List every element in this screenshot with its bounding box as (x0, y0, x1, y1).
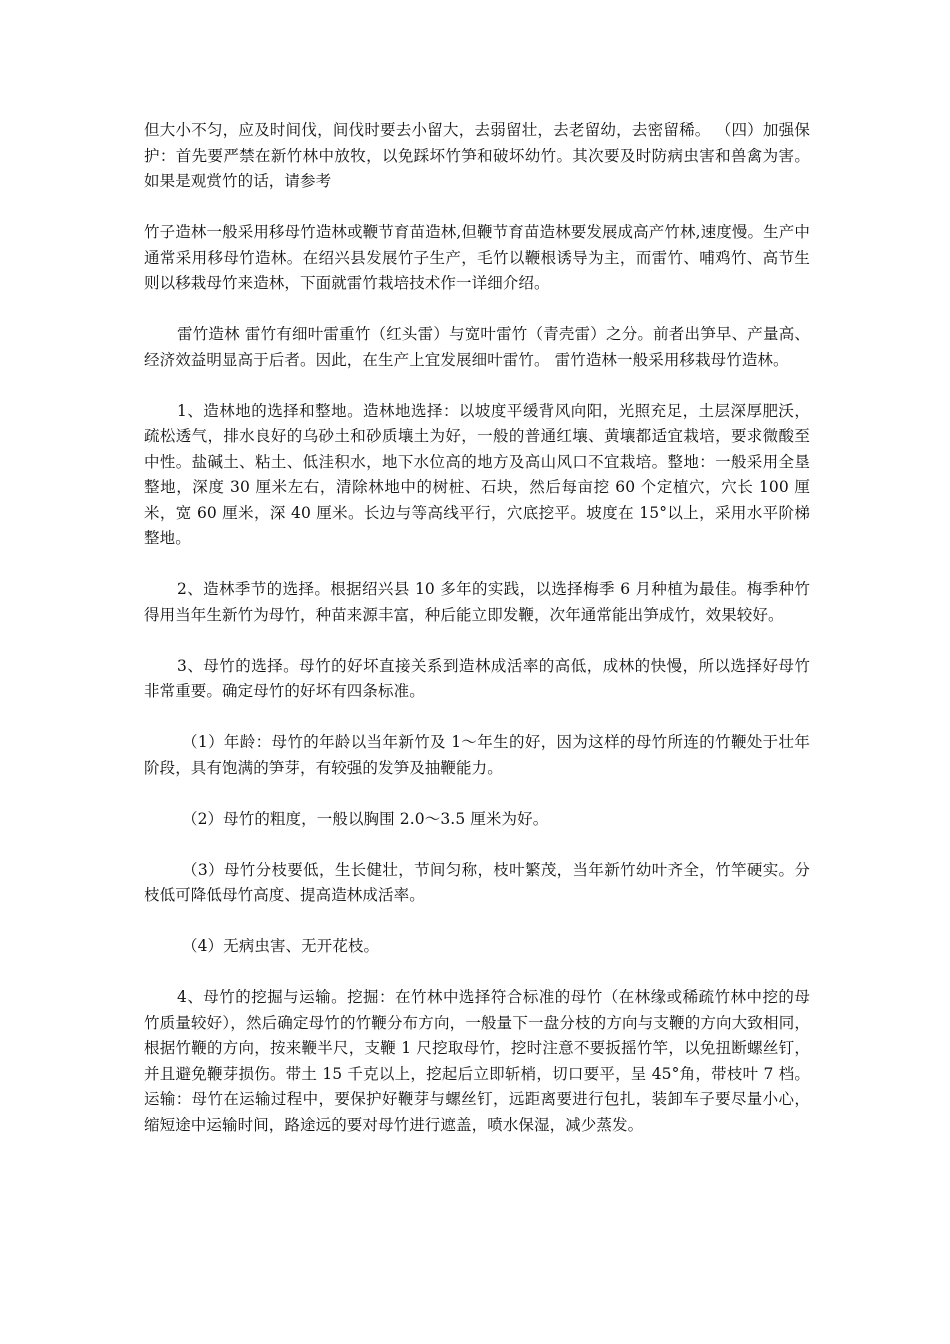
paragraph-criterion-age: （1）年龄：母竹的年龄以当年新竹及 1～年生的好，因为这样的母竹所连的竹鞭处于壮年阶段，具有饱满的笋芽，有较强的发笋及抽鞭能力。 (144, 733, 810, 777)
paragraph-criterion-thickness: （2）母竹的粗度，一般以胸围 2.0～3.5 厘米为好。 (182, 809, 549, 828)
paragraph-criterion-disease-free: （4）无病虫害、无开花枝。 (182, 937, 380, 955)
paragraph-lei-bamboo-intro: 雷竹造林 雷竹有细叶雷重竹（红头雷）与宽叶雷竹（青壳雷）之分。前者出笋早、产量高、经济效益明显高于后者。因此，在生产上宜发展细叶雷竹。 雷竹造林一般采用移栽母竹造林。 (144, 325, 810, 369)
paragraph-season-selection: 2、造林季节的选择。根据绍兴县 10 多年的实践，以选择梅季 6 月种植为最佳。梅季种竹得用当年生新竹为母竹，种苗来源丰富，种后能立即发鞭，次年通常能出笋成竹，效果较好。 (144, 580, 810, 624)
paragraph-afforestation-methods: 竹子造林一般采用移母竹造林或鞭节育苗造林,但鞭节育苗造林要发展成高产竹林,速度慢。生产中通常采用移母竹造林。在绍兴县发展竹子生产，毛竹以鞭根诱导为主，而雷竹、哺鸡竹、高节生则以移栽母竹来造林，下面就雷竹栽培技术作一详细介绍。 (144, 223, 810, 292)
paragraph-digging-transport: 4、母竹的挖掘与运输。挖掘：在竹林中选择符合标准的母竹（在林缘或稀疏竹林中挖的母竹质量较好），然后确定母竹的竹鞭分布方向，一般量下一盘分枝的方向与支鞭的方向大致相同，根据竹鞭的方向，按来鞭半尺，支鞭 1 尺挖取母竹，挖时注意不要扳摇竹竿，以免扭断螺丝钉，并且避免鞭芽损伤。带土 15 千克以上，挖起后立即斩梢，切口要平，呈 45°角，带枝叶 7 档。运输：母竹在运输过程中，要保护好鞭芽与螺丝钉，远距离要进行包扎，装卸车子要尽量小心，缩短途中运输时间，路途远的要对母竹进行遮盖，喷水保湿，减少蒸发。 (144, 988, 810, 1134)
paragraph-site-selection: 1、造林地的选择和整地。造林地选择：以坡度平缓背风向阳，光照充足，土层深厚肥沃，疏松透气，排水良好的乌砂土和砂质壤土为好，一般的普通红壤、黄壤都适宜栽培，要求微酸至中性。盐碱土、粘土、低洼积水，地下水位高的地方及高山风口不宜栽培。整地：一般采用全垦整地，深度 30 厘米左右，清除林地中的树桩、石块，然后每亩挖 60 个定植穴，穴长 100 厘米，宽 60 厘米，深 40 厘米。长边与等高线平行，穴底挖平。坡度在 15°以上，采用水平阶梯整地。 (144, 401, 810, 547)
paragraph-criterion-branching: （3）母竹分枝要低，生长健壮，节间匀称，枝叶繁茂，当年新竹幼叶齐全，竹竿硬实。分枝低可降低母竹高度、提高造林成活率。 (144, 860, 810, 904)
paragraph-thinning-protection: 但大小不匀，应及时间伐，间伐时要去小留大，去弱留壮，去老留幼，去密留稀。 （四）加强保护：首先要严禁在新竹林中放牧，以免踩坏竹笋和破坏幼竹。其次要及时防病虫害和兽禽为害。 如果是观赏竹的话，请参考 (144, 121, 810, 190)
paragraph-mother-bamboo-selection: 3、母竹的选择。母竹的好坏直接关系到造林成活率的高低，成林的快慢，所以选择好母竹非常重要。确定母竹的好坏有四条标准。 (144, 656, 810, 700)
document-body (144, 118, 810, 1164)
